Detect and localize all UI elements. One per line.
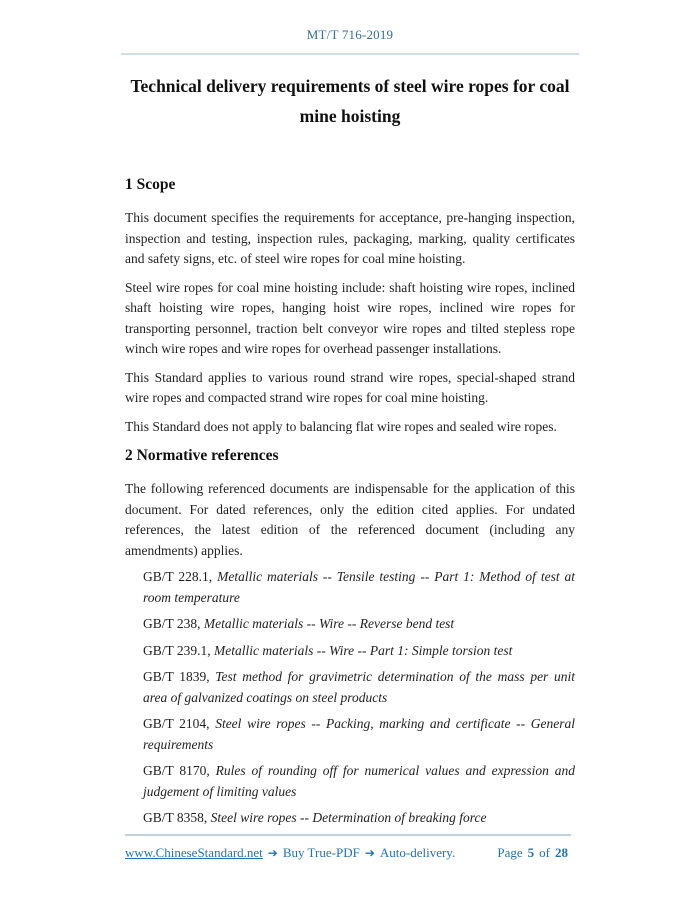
paragraph: This Standard applies to various round strand wire ropes, special-shaped strand wire ropes and compacted strand wire ropes for coal mine hoisting. [125, 369, 575, 405]
document-body [0, 174, 700, 829]
reference-title: Steel wire ropes -- Determination of breaking force [210, 810, 487, 825]
section-heading-scope: 1 Scope [125, 176, 176, 193]
page-current: 5 [527, 845, 535, 860]
paragraph: This document specifies the requirements for acceptance, pre-hanging inspection, inspection and testing, inspection rules, packaging, marking, quality certificates and safety signs, etc. of steel wire ropes for coal mine hoisting. [125, 210, 575, 266]
footer-buy-text: Buy True-PDF [282, 845, 360, 860]
paragraph: This Standard does not apply to balancing flat wire ropes and sealed wire ropes. [125, 418, 557, 434]
reference-code: GB/T 238, [143, 616, 201, 631]
reference-item [143, 808, 575, 829]
of-label: of [539, 845, 550, 860]
footer-website-link[interactable]: www.ChineseStandard.net [125, 845, 263, 860]
paragraph: The following referenced documents are indispensable for the application of this document. For dated references, only the edition cited applies. For undated references, the latest edition of the referenced document (including any amendments) applies. [125, 481, 575, 558]
reference-code: GB/T 2104, [143, 716, 210, 731]
section-heading-normative-references: 2 Normative references [125, 447, 279, 464]
page-footer [125, 845, 572, 861]
document-title-line2: mine hoisting [299, 106, 401, 126]
reference-title: Test method for gravimetric determination of the mass per unit area of galvanized coatings on steel products [143, 669, 576, 705]
paragraph: Steel wire ropes for coal mine hoisting include: shaft hoisting wire ropes, inclined shaft hoisting wire ropes, hanging hoist wire ropes, inclined wire ropes for transporting personnel, traction belt conveyor wire ropes and tilted stepless rope winch wire ropes and wire ropes for overhead passenger installations. [125, 279, 575, 356]
reference-list [143, 567, 575, 829]
reference-title: Rules of rounding off for numerical values and expression and judgement of limiting values [143, 763, 576, 799]
reference-item [143, 614, 575, 635]
reference-code: GB/T 8358, [143, 810, 208, 825]
section-scope [125, 174, 575, 437]
reference-item [143, 667, 575, 708]
reference-title: Metallic materials -- Wire -- Reverse bend test [203, 616, 455, 631]
section-normative-references [125, 445, 575, 829]
page-total: 28 [555, 845, 568, 860]
arrow-right-icon: ➔ [267, 846, 278, 860]
reference-title: Metallic materials -- Wire -- Part 1: Simple torsion test [214, 642, 513, 658]
page-label: Page [497, 845, 523, 860]
page-number [496, 845, 572, 861]
header-rule [121, 53, 579, 55]
footer-delivery-text: Auto-delivery. [379, 845, 456, 860]
reference-title: Metallic materials -- Tensile testing -- Part 1: Method of test at room temperature [143, 569, 575, 605]
doc-number: MT/T 716-2019 [306, 27, 394, 42]
reference-item [143, 641, 575, 662]
reference-item [143, 761, 575, 802]
document-title [80, 71, 620, 131]
reference-code: GB/T 8170, [143, 763, 210, 778]
footer-rule [125, 834, 571, 836]
reference-code: GB/T 239.1, [143, 642, 211, 658]
reference-item [143, 567, 575, 608]
arrow-right-icon: ➔ [364, 846, 375, 860]
reference-item [143, 714, 575, 755]
reference-code: GB/T 228.1, [143, 569, 213, 584]
reference-code: GB/T 1839, [143, 669, 210, 684]
document-title-line1: Technical delivery requirements of steel wire ropes for coal [130, 76, 570, 96]
reference-title: Steel wire ropes -- Packing, marking and certificate -- General requirements [143, 716, 576, 752]
footer-promo [125, 845, 455, 861]
